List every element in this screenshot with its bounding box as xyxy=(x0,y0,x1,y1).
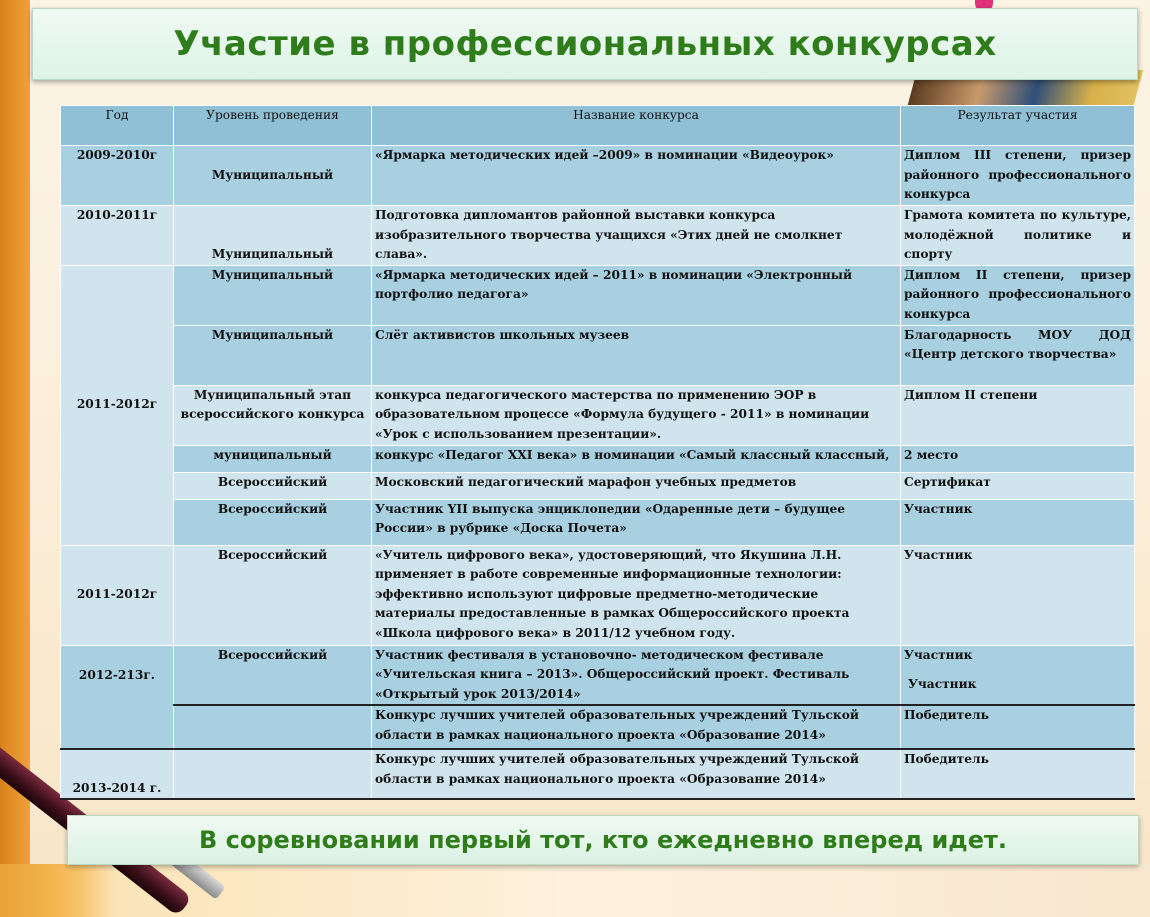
table-row xyxy=(61,146,1135,206)
cell-year: 2013-2014 г. xyxy=(61,749,174,799)
cell-name: Подготовка дипломантов районной выставки конкурса изобразительного творчества учащихся «Этих дней не смолкнет слава». xyxy=(372,206,901,266)
cell-result: Грамота комитета по культуре, молодёжной политике и спорту xyxy=(901,206,1135,266)
cell-result: Победитель xyxy=(901,705,1135,749)
cell-level: муниципальный xyxy=(174,445,372,472)
cell-name: Участник фестиваля в установочно- методическом фестивале «Учительская книга – 2013». Общероссийский проект. Фестиваль «Открытый урок 2013/2014» xyxy=(372,645,901,705)
table-row xyxy=(61,499,1135,545)
cell-result: Сертификат xyxy=(901,472,1135,499)
contests-table xyxy=(60,105,1135,800)
cell-result: Диплом III степени, призер районного профессионального конкурса xyxy=(901,146,1135,206)
header-year: Год xyxy=(61,106,174,146)
cell-level: Муниципальный xyxy=(174,146,372,206)
cell-level: Муниципальный xyxy=(174,206,372,266)
cell-level: Всероссийский xyxy=(174,545,372,645)
cell-result-line2: Участник xyxy=(908,677,977,691)
cell-result: Диплом II степени, призер районного профессионального конкурса xyxy=(901,265,1135,325)
cell-year: 2011-2012г xyxy=(61,265,174,545)
cell-name: «Ярмарка методических идей – 2011» в номинации «Электронный портфолио педагога» xyxy=(372,265,901,325)
motto-text: В соревновании первый тот, кто ежедневно вперед идет. xyxy=(199,826,1007,854)
decor-orange-strip xyxy=(0,0,30,864)
cell-name: Участник YII выпуска энциклопедии «Одаренные дети – будущее России» в рубрике «Доска Почета» xyxy=(372,499,901,545)
title-banner xyxy=(32,8,1138,80)
cell-year: 2012-213г. xyxy=(61,645,174,749)
cell-name: «Ярмарка методических идей –2009» в номинации «Видеоурок» xyxy=(372,146,901,206)
cell-name: Слёт активистов школьных музеев xyxy=(372,325,901,385)
page-title: Участие в профессиональных конкурсах xyxy=(173,24,997,64)
cell-year: 2010-2011г xyxy=(61,206,174,266)
table-row xyxy=(61,325,1135,385)
table-row xyxy=(61,445,1135,472)
cell-result: Диплом II степени xyxy=(901,385,1135,445)
cell-level: Муниципальный этап всероссийского конкурса xyxy=(174,385,372,445)
cell-level: Всероссийский xyxy=(174,645,372,705)
cell-name: конкурса педагогического мастерства по применению ЭОР в образовательном процессе «Формула будущего - 2011» в номинации «Урок с использованием презентации». xyxy=(372,385,901,445)
cell-name: Московский педагогический марафон учебных предметов xyxy=(372,472,901,499)
table-row xyxy=(61,545,1135,645)
cell-name: Конкурс лучших учителей образовательных учреждений Тульской области в рамках национального проекта «Образование 2014» xyxy=(372,749,901,799)
cell-year: 2011-2012г xyxy=(61,545,174,645)
table-row xyxy=(61,206,1135,266)
cell-level xyxy=(174,749,372,799)
table-row xyxy=(61,645,1135,705)
header-result: Результат участия xyxy=(901,106,1135,146)
cell-result: Участник xyxy=(901,499,1135,545)
cell-name: конкурс «Педагог XXI века» в номинации «Самый классный классный, xyxy=(372,445,901,472)
motto-banner xyxy=(67,815,1139,865)
cell-result xyxy=(901,645,1135,705)
cell-level: Всероссийский xyxy=(174,499,372,545)
header-level: Уровень проведения xyxy=(174,106,372,146)
cell-name: «Учитель цифрового века», удостоверяющий, что Якушина Л.Н. применяет в работе современные информационные технологии: эффективно используют цифровые предметно-методические материалы предоставленные в рамках Общероссийского проекта «Школа цифрового века» в 2011/12 учебном году. xyxy=(372,545,901,645)
cell-level: Всероссийский xyxy=(174,472,372,499)
table-row xyxy=(61,705,1135,749)
cell-name: Конкурс лучших учителей образовательных учреждений Тульской области в рамках национального проекта «Образование 2014» xyxy=(372,705,901,749)
cell-result-line1: Участник xyxy=(904,647,973,662)
table-row xyxy=(61,472,1135,499)
header-name: Название конкурса xyxy=(372,106,901,146)
table-row xyxy=(61,749,1135,799)
table-row xyxy=(61,385,1135,445)
cell-result: Победитель xyxy=(901,749,1135,799)
cell-result: Благодарность МОУ ДОД «Центр детского творчества» xyxy=(901,325,1135,385)
cell-level: Муниципальный xyxy=(174,325,372,385)
cell-result: Участник xyxy=(901,545,1135,645)
cell-level: Муниципальный xyxy=(174,265,372,325)
table-row xyxy=(61,265,1135,325)
cell-year: 2009-2010г xyxy=(61,146,174,206)
cell-result: 2 место xyxy=(901,445,1135,472)
cell-level xyxy=(174,705,372,749)
